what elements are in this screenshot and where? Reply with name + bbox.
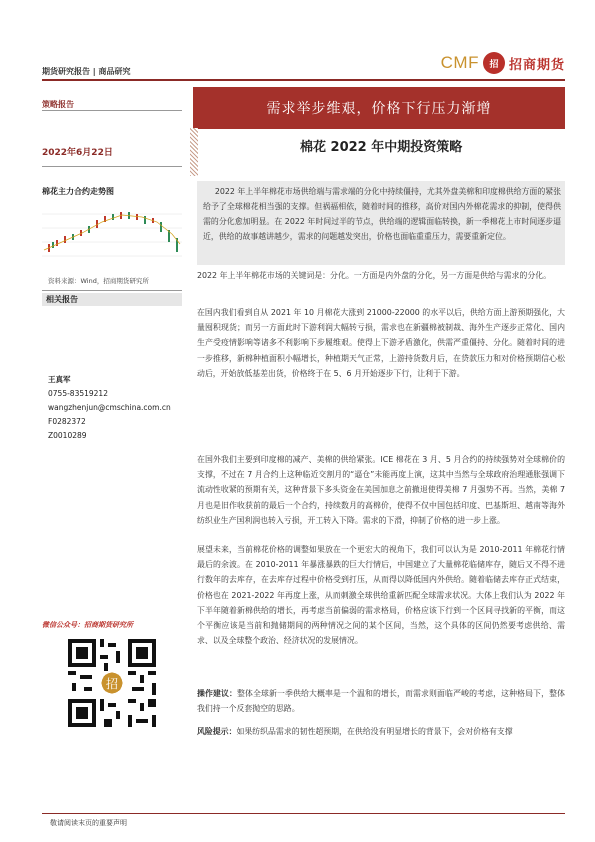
- header-divider: [42, 79, 565, 81]
- logo-seal-icon: 招: [483, 52, 505, 74]
- analyst-name: 王真军: [48, 375, 71, 384]
- operation-text: 整体全球新一季供给大概率是一个温和的增长，而需求则面临严峻的考虑，这种格局下，整体我们持一个反套抛空的思路。: [197, 689, 565, 714]
- related-reports-heading: 相关报告: [42, 293, 182, 306]
- chart-title: 棉花主力合约走势图: [42, 187, 114, 196]
- paragraph-3: 在国外我们主要到印度棉的减产、美棉的供给紧张。ICE 棉花在 3 月、5 月合约的持续强势对全球棉价的支撑，不过在 7 月合约上这种临近交割月的“逼仓”未能再度上演，这其中当然与全球政府治理通胀强调下流动性收紧的预期有关，这种背景下多头资金在美国加息之前撤退使得美棉 7 月强势不再。当然，美棉 7 月也是旧作收获前的最后一个合约，持续数月的高棉价，使得不仅中国包括印度、巴基斯坦、越南等海外纺织业生产国利润也转入亏损，开工转入下降。需求的下滑，抑制了价格的进一步上涨。: [197, 455, 565, 525]
- price-chart: [42, 200, 182, 270]
- paragraph-5: [197, 686, 565, 716]
- risk-label: 风险提示：: [197, 727, 237, 736]
- analyst-license-1: F0282372: [48, 417, 86, 426]
- decorative-hatch: [190, 128, 198, 176]
- qr-code-icon[interactable]: [64, 635, 160, 731]
- logo-cn: 招商期货: [508, 57, 565, 73]
- footer-divider: [42, 813, 565, 814]
- report-date: 2022年6月22日: [42, 148, 113, 158]
- chart-source: 资料来源：Wind，招商期货研究所: [48, 277, 149, 285]
- banner-headline: 需求举步维艰，价格下行压力渐增: [193, 87, 565, 129]
- operation-label: 操作建议：: [197, 689, 238, 698]
- sidebar-divider: [42, 166, 182, 167]
- analyst-email[interactable]: wangzhenjun@cmschina.com.cn: [48, 403, 171, 412]
- analyst-info: [48, 373, 171, 443]
- page-title: 棉花 2022 年中期投资策略: [300, 140, 463, 155]
- summary-text: 2022 年上半年棉花市场供给端与需求端的分化中持续僵持，尤其外盘美棉和印度棉供给方面的紧张给予了全球棉花相当强的支撑。但祸福相依，随着时间的推移，高价对国内外棉花需求的抑制，使得供需的分化愈加明显。在 2022 年时间过半的节点，供给端的逻辑面临转换，新一季棉花上市时间逐步逼近，供给的故事越讲越少，需求的问题越发突出，价格也面临重重压力，需要重新定位。: [203, 187, 561, 241]
- sidebar-divider: [42, 110, 182, 111]
- paragraph-4: 展望未来，当前棉花价格的调整如果放在一个更宏大的视角下，我们可以认为是 2010-2011 年棉花行情最后的余波。在 2010-2011 年暴涨暴跌的巨大行情后，中国建立了大量棉花临储库存，随后又不得不进行数年的去库存，在去库存过程中价格受到打压，从而得以降低国内外供给。随着临储去库存正式结束，价格也在 2021-2022 年再度上涨，从而刺激全球供给重新匹配全球需求状况。大体上我们认为 2022 年下半年随着新棉供给的增长，再考虑当前偏弱的需求格局，价格应该下行到一个区间寻找新的平衡，而这个平衡应该是当前和抛储期间的两种情况之间的某个区间，当然，这个具体的区间仍然要考虑供给、需求、以及全球整个政治、经济状况的发展情况。: [197, 545, 565, 646]
- logo-en: CMF: [440, 53, 479, 72]
- report-category: 策略报告: [42, 100, 74, 109]
- paragraph-6: [197, 724, 565, 739]
- wechat-label: 微信公众号：招商期货研究所: [42, 621, 133, 629]
- summary-box: [197, 181, 565, 265]
- analyst-phone: 0755-83519212: [48, 389, 108, 398]
- qr-logo: 招: [105, 677, 119, 692]
- footer-disclaimer: 敬请阅读末页的重要声明: [50, 819, 127, 827]
- paragraph-2: 在国内我们看到自从 2021 年 10 月棉花大涨到 21000-22000 的水平以后，供给方面上游预期强化，大量囤积现货；而另一方面此时下游利润大幅转亏损，需求也在新疆棉被制裁、海外生产逐步正常化、国内生产受疫情影响等诸多不利影响下步履维艰。使得上下游矛盾激化，供需严重僵持、分化。随着时间的进一步推移，新棉种植面积小幅增长，种植期天气正常，上游持货数月后，在贷款压力和对价格预期信心松动后，开始放低基差出货，价格终于在 5、6 月开始逐步下行，让利于下游。: [197, 308, 565, 378]
- analyst-license-2: Z0010289: [48, 431, 87, 440]
- company-logo: [441, 52, 565, 74]
- paragraph-1: 2022 年上半年棉花市场的关键词是：分化。一方面是内外盘的分化，另一方面是供给与需求的分化。: [197, 271, 551, 280]
- sidebar-divider: [42, 290, 182, 291]
- header-left-label: 期货研究报告 | 商品研究: [42, 67, 131, 76]
- risk-text: 如果纺织品需求的韧性超预期，在供给没有明显增长的背景下，会对价格有支撑: [236, 727, 513, 736]
